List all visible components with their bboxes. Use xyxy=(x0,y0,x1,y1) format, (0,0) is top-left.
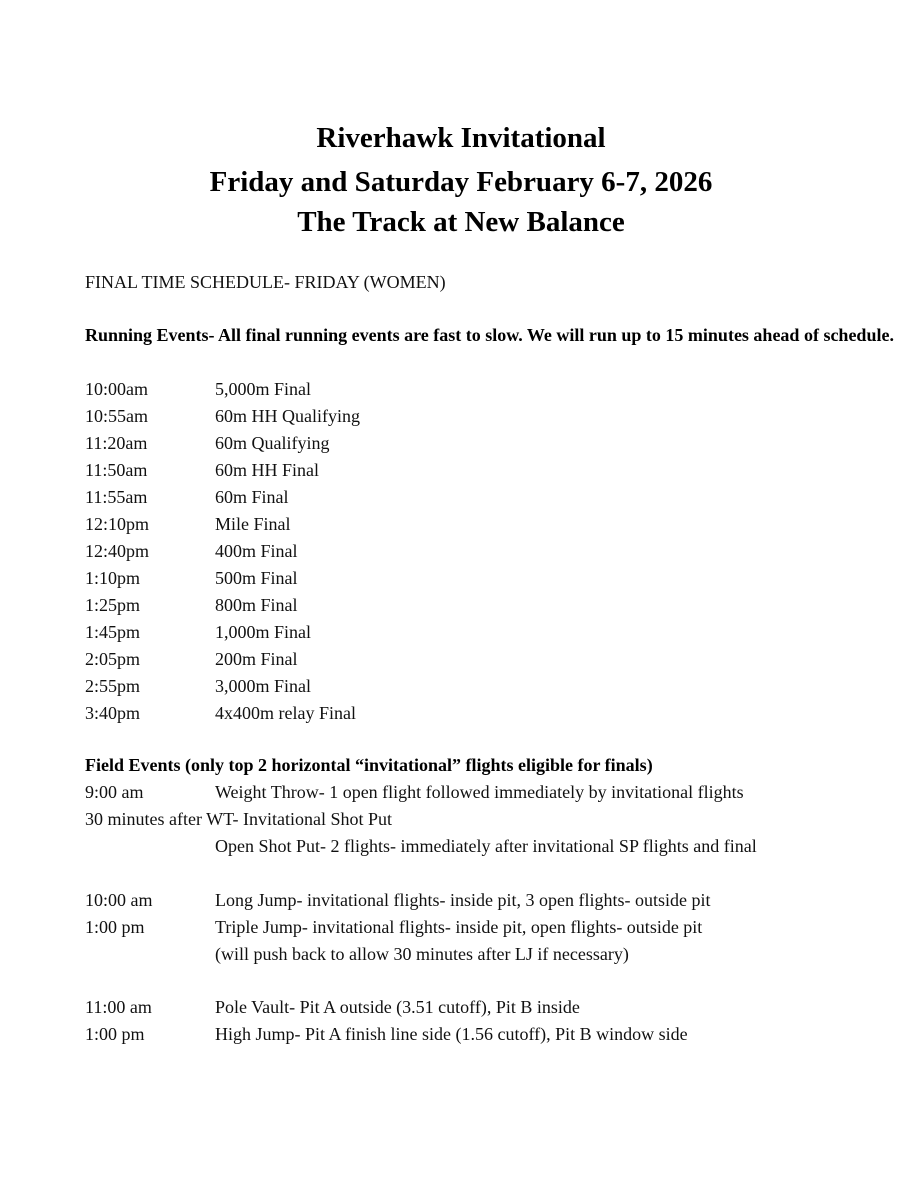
event-name: 60m Final xyxy=(215,487,289,507)
event-time: 3:40pm xyxy=(85,703,141,723)
field-event-time: 1:00 pm xyxy=(85,917,145,937)
running-events-heading: Running Events- All final running events are fast to slow. We will run up to 15 minutes ahead of schedule. xyxy=(85,325,894,345)
schedule-heading: FINAL TIME SCHEDULE- FRIDAY (WOMEN) xyxy=(85,272,446,292)
field-event-time: 10:00 am xyxy=(85,890,153,910)
event-time: 1:45pm xyxy=(85,622,141,642)
weight-throw-event: Weight Throw- 1 open flight followed immediately by invitational flights xyxy=(215,782,744,802)
event-time: 10:55am xyxy=(85,406,148,426)
field-event-time: 9:00 am xyxy=(85,782,144,802)
event-name: 200m Final xyxy=(215,649,298,669)
meet-title: Riverhawk Invitational xyxy=(316,122,606,154)
open-shot-put-event: Open Shot Put- 2 flights- immediately after invitational SP flights and final xyxy=(215,836,757,856)
event-time: 2:05pm xyxy=(85,649,141,669)
event-time: 11:55am xyxy=(85,487,148,507)
event-time: 12:10pm xyxy=(85,514,150,534)
high-jump-event: High Jump- Pit A finish line side (1.56 cutoff), Pit B window side xyxy=(215,1024,688,1044)
field-event-time: 11:00 am xyxy=(85,997,152,1017)
meet-venue: The Track at New Balance xyxy=(297,206,625,238)
event-time: 1:25pm xyxy=(85,595,141,615)
invitational-shot-put-event: 30 minutes after WT- Invitational Shot Put xyxy=(85,809,392,829)
event-time: 11:50am xyxy=(85,460,148,480)
event-name: 60m HH Final xyxy=(215,460,320,480)
meet-dates: Friday and Saturday February 6-7, 2026 xyxy=(209,166,713,198)
event-name: 3,000m Final xyxy=(215,676,312,696)
event-name: 500m Final xyxy=(215,568,298,588)
triple-jump-event: Triple Jump- invitational flights- inside pit, open flights- outside pit xyxy=(215,917,703,937)
field-event-time: 1:00 pm xyxy=(85,1024,145,1044)
event-time: 11:20am xyxy=(85,433,148,453)
event-name: 60m HH Qualifying xyxy=(215,406,360,426)
triple-jump-note: (will push back to allow 30 minutes after LJ if necessary) xyxy=(215,944,629,964)
field-events-heading: Field Events (only top 2 horizontal “invitational” flights eligible for finals) xyxy=(85,755,653,775)
pole-vault-event: Pole Vault- Pit A outside (3.51 cutoff), Pit B inside xyxy=(215,997,580,1017)
event-time: 12:40pm xyxy=(85,541,150,561)
event-time: 1:10pm xyxy=(85,568,141,588)
event-name: 4x400m relay Final xyxy=(215,703,356,723)
event-name: 60m Qualifying xyxy=(215,433,330,453)
event-name: 800m Final xyxy=(215,595,298,615)
event-name: 5,000m Final xyxy=(215,379,312,399)
event-time: 2:55pm xyxy=(85,676,141,696)
event-time: 10:00am xyxy=(85,379,148,399)
event-name: 1,000m Final xyxy=(215,622,312,642)
event-name: Mile Final xyxy=(215,514,291,534)
event-name: 400m Final xyxy=(215,541,298,561)
long-jump-event: Long Jump- invitational flights- inside pit, 3 open flights- outside pit xyxy=(215,890,711,910)
